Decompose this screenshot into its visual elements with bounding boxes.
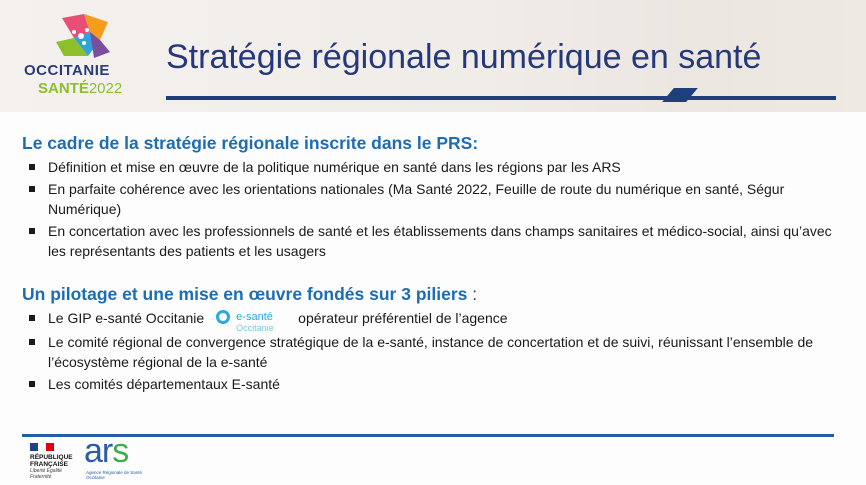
list-item: Les comités départementaux E-santé	[22, 374, 852, 394]
esante-circle-icon	[216, 310, 230, 324]
list-item: Définition et mise en œuvre de la politique numérique en santé dans les régions par les ARS	[22, 157, 852, 177]
ars-wordmark	[84, 432, 128, 471]
french-flag-icon	[30, 443, 54, 451]
section2-heading	[22, 283, 852, 305]
gip-role-text: opérateur préférentiel de l’agence	[298, 310, 508, 326]
page-title: Stratégie régionale numérique en santé	[166, 38, 762, 76]
section2-heading-text: Un pilotage et une mise en œuvre fondés sur 3 piliers	[22, 284, 468, 304]
rf-text	[30, 454, 73, 468]
occitanie-sante-logo	[18, 12, 153, 100]
rf-motto: Liberté Égalité Fraternité	[30, 468, 62, 480]
section2-heading-colon: :	[467, 284, 478, 304]
slide-header	[0, 0, 866, 112]
slide-content	[22, 132, 852, 396]
ars-s: s	[112, 432, 129, 470]
esante-occitanie-logo	[216, 308, 292, 334]
gip-text: Le GIP e-santé Occitanie	[48, 310, 205, 326]
section1-heading: Le cadre de la stratégie régionale inscrite dans le PRS:	[22, 133, 479, 153]
logo-occitanie-text: OCCITANIE	[24, 62, 110, 79]
list-item: En concertation avec les professionnels de santé et les établissements dans champs sanitaires et médico-social, ainsi qu’avec les représentants des patients et les usagers	[22, 221, 852, 261]
logo-sante-word: SANTÉ	[38, 80, 89, 97]
footer-divider	[22, 434, 834, 437]
list-item: En parfaite cohérence avec les orientations nationales (Ma Santé 2022, Feuille de route du numérique en santé, Ségur Numérique)	[22, 179, 852, 219]
republique-francaise-logo	[30, 443, 78, 481]
rf-line2: FRANÇAISE	[30, 461, 68, 468]
list-item-gip	[22, 308, 852, 334]
section1-list	[22, 157, 852, 261]
ars-ar: ar	[84, 432, 113, 470]
occitanie-cross-icon	[54, 12, 114, 60]
section2-list	[22, 308, 852, 394]
logo-sante-text	[38, 80, 122, 97]
ars-subtitle: Agence Régionale de Santé Occitanie	[86, 470, 143, 480]
esante-logo-line1: e-santé	[236, 311, 273, 324]
rf-line1: RÉPUBLIQUE	[30, 454, 73, 461]
ars-logo	[84, 432, 144, 482]
title-divider	[166, 96, 836, 100]
esante-logo-line2: Occitanie	[236, 323, 274, 334]
logo-year: 2022	[88, 80, 123, 97]
list-item: Le comité régional de convergence stratégique de la e-santé, instance de concertation et de suivi, réunissant l’ensemble de l’écosystème régional de la e-santé	[22, 332, 852, 372]
